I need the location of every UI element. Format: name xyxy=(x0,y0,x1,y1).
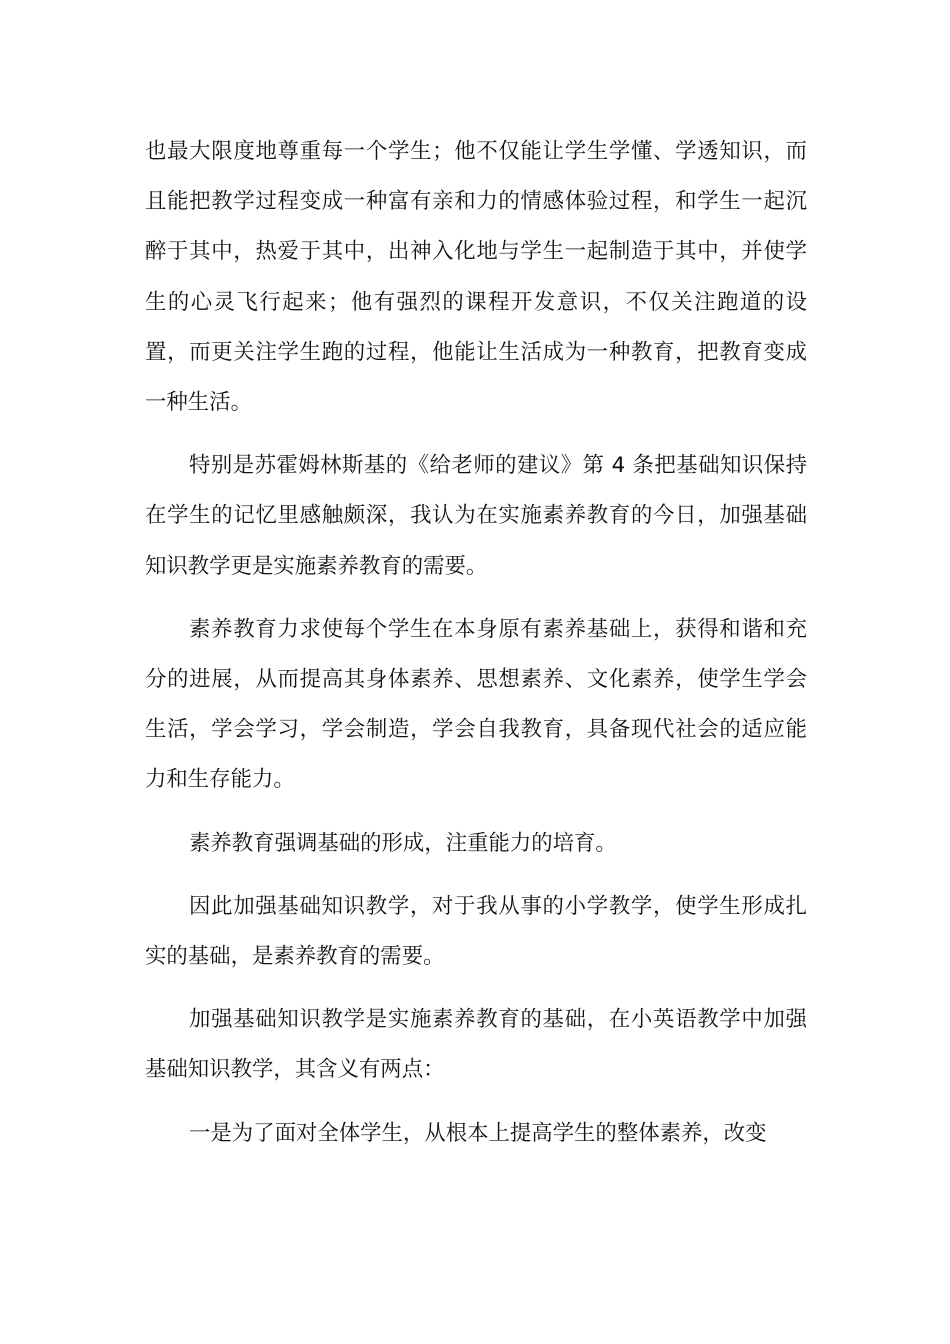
paragraph-4: 素养教育强调基础的形成，注重能力的培育。 xyxy=(189,830,617,856)
paragraph-1: 也最大限度地尊重每一个学生；他不仅能让学生学懂、学透知识，而且能把教学过程变成一种富有亲和力的情感体验过程，和学生一起沉醉于其中，热爱于其中，出神入化地与学生一起制造于其中，并使学生的心灵飞行起来；他有强烈的课程开发意识，不仅关注跑道的设置，而更关注学生跑的过程，他能让生活成为一种教育，把教育变成一种生活。 xyxy=(145,139,807,416)
paragraph-5: 因此加强基础知识教学，对于我从事的小学教学，使学生形成扎实的基础，是素养教育的需要。 xyxy=(145,893,807,970)
paragraph-2: 特别是苏霍姆林斯基的《给老师的建议》第 4 条把基础知识保持在学生的记忆里感触颇深，我认为在实施素养教育的今日，加强基础知识教学更是实施素养教育的需要。 xyxy=(145,453,807,579)
paragraph-7: 一是为了面对全体学生，从根本上提高学生的整体素养，改变 xyxy=(189,1120,767,1146)
paragraph-6: 加强基础知识教学是实施素养教育的基础，在小英语教学中加强基础知识教学，其含义有两点： xyxy=(145,1007,807,1083)
document-body xyxy=(145,127,807,1172)
paragraph-3: 素养教育力求使每个学生在本身原有素养基础上，获得和谐和充分的进展，从而提高其身体素养、思想素养、文化素养，使学生学会生活，学会学习，学会制造，学会自我教育，具备现代社会的适应能力和生存能力。 xyxy=(145,616,807,793)
